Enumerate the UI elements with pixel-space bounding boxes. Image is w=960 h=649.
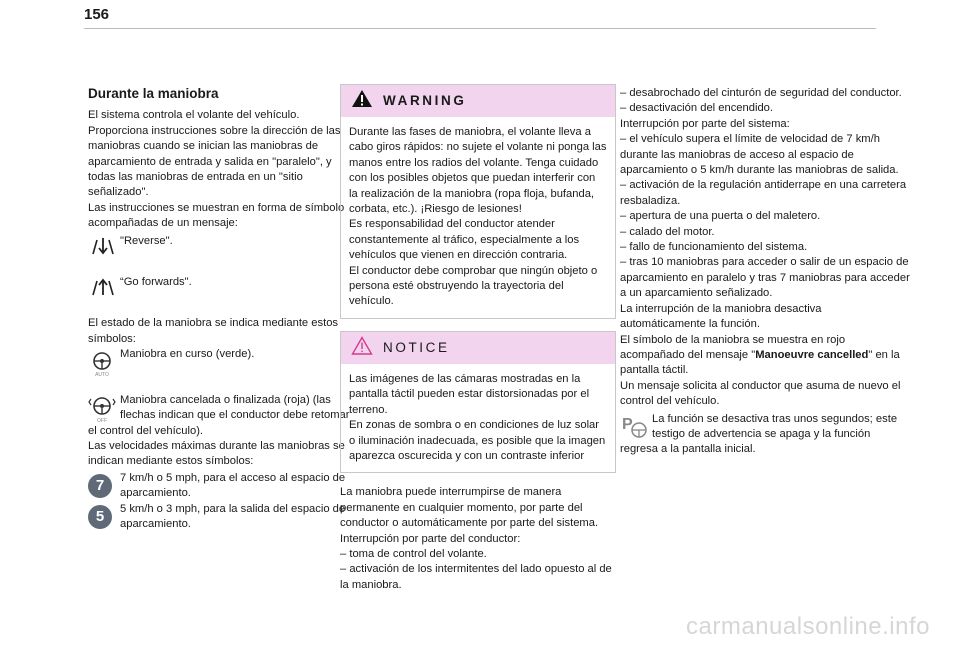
warning-text: Durante las fases de maniobra, el volante lleva a cabo giros rápidos: no sujete el volante ni ponga las manos entre los radios del volante. Tenga cuidado con los posibles objetos que puedan interferir con la realización de la maniobra (ropa floja, bufanda, corbata, etc.). ¡Riesgo de lesiones!: [349, 126, 607, 216]
warning-triangle-icon: [351, 89, 373, 113]
interruption-paragraph: La maniobra puede interrumpirse de manera permanente en cualquier momento, por parte del conductor o automáticamente por parte del sistema.: [340, 486, 599, 530]
system-interruption-item-3: – apertura de una puerta o del maletero.: [620, 210, 821, 223]
system-interruption-item-2: – activación de la regulación antiderrape en una carretera resbaladiza.: [620, 179, 907, 207]
cancelled-text: Maniobra cancelada o finalizada (roja) (las flechas indican que el conductor debe retomar el control del vehículo).: [88, 393, 350, 437]
speed-paragraph: Las velocidades máximas durante las maniobras se indican mediante estos símbolos:: [88, 439, 345, 468]
speed-5-icon: 5: [88, 505, 112, 529]
header-rule: [84, 28, 876, 29]
warning-lamp-row: [620, 412, 910, 458]
page-number: 156: [84, 6, 110, 23]
warning-box: [340, 84, 616, 319]
notice-title: NOTICE: [383, 340, 450, 356]
column-middle: [340, 84, 616, 593]
svg-text:P: P: [622, 415, 633, 433]
deactivation-paragraph: La interrupción de la maniobra desactiva automáticamente la función.: [620, 302, 822, 331]
watermark: carmanualsonline.info: [686, 613, 930, 640]
driver-interruption-item-1: – toma de control del volante.: [340, 547, 487, 560]
steering-wheel-off-icon: [88, 393, 120, 423]
driver-interruption-item-2: – activación de los intermitentes del lado opuesto al de la maniobra.: [340, 563, 612, 591]
system-interruption-item-1: – el vehículo supera el límite de velocidad de 7 km/h durante las maniobras de acceso al espacio de aparcamiento o 5 km/h durante las maniobras de salida.: [620, 133, 899, 177]
notice-box: [340, 331, 616, 473]
system-interruption-heading: Interrupción por parte del sistema:: [620, 117, 790, 130]
section-heading: Durante la maniobra: [88, 86, 219, 101]
warning-body: [341, 117, 615, 318]
instructions-paragraph: Las instrucciones se muestran en forma de símbolo acompañadas de un mensaje:: [88, 201, 345, 230]
off-label: OFF: [97, 417, 107, 423]
warning-text-2: Es responsabilidad del conductor atender constantemente al tráfico, especialmente a los vehículos que vienen en dirección contraria.: [349, 218, 580, 262]
system-interruption-item-5: – fallo de funcionamiento del sistema.: [620, 241, 808, 254]
cancelled-message-paragraph: El símbolo de la maniobra se muestra en rojo acompañado del mensaje "Manoeuvre cancelled" en la pantalla táctil.: [620, 333, 900, 377]
speed5-text: 5 km/h o 3 mph, para la salida del espacio de aparcamiento.: [120, 502, 346, 530]
reverse-arrow-icon: [88, 234, 120, 263]
forwards-row: [88, 275, 350, 304]
notice-header: [341, 332, 615, 364]
notice-text: Las imágenes de las cámaras mostradas en la pantalla táctil pueden estar distorsionadas por el terreno.: [349, 372, 590, 416]
warning-title: WARNING: [383, 93, 467, 109]
column-right: [620, 86, 910, 458]
retake-control-paragraph: Un mensaje solicita al conductor que asuma de nuevo el control del vehículo.: [620, 379, 901, 408]
notice-triangle-icon: [351, 336, 373, 360]
notice-body: [341, 364, 615, 472]
notice-text-2: En zonas de sombra o en condiciones de luz solar o iluminación inadecuada, es posible que la imagen aparezca oscurecida y con un contraste inferior: [349, 419, 606, 462]
cancelled-row: [88, 393, 350, 439]
warning-lamp-text: La función se desactiva tras unos segundos; este testigo de advertencia se apaga y la función regresa a la pantalla inicial.: [620, 412, 898, 456]
intro-paragraph: El sistema controla el volante del vehículo. Proporciona instrucciones sobre la dirección de las maniobras cuando se inician las maniobras de aparcamiento de entrada y salida en "paralelo", y todas las maniobras de entrada en un "sitio señalizado".: [88, 109, 341, 199]
in-progress-row: [88, 347, 350, 382]
column-left: [88, 86, 350, 532]
manoeuvre-cancelled-message: Manoeuvre cancelled: [755, 348, 869, 361]
speed5-row: [88, 502, 350, 533]
system-interruption-item-6: – tras 10 maniobras para acceder o salir de un espacio de aparcamiento en paralelo y tras 7 maniobras para acceder a un aparcamiento señalizado.: [620, 256, 910, 300]
driver-interruption-item-4: – desactivación del encendido.: [620, 102, 774, 115]
forward-arrow-icon: [88, 275, 120, 304]
system-interruption-item-4: – calado del motor.: [620, 225, 715, 238]
driver-interruption-item-3: – desabrochado del cinturón de seguridad del conductor.: [620, 87, 902, 99]
steering-wheel-auto-icon: [88, 347, 120, 382]
driver-interruption-heading: Interrupción por parte del conductor:: [340, 532, 521, 545]
speed7-row: [88, 471, 350, 502]
park-assist-warning-lamp-icon: [620, 412, 652, 442]
speed7-text: 7 km/h o 5 mph, para el acceso al espacio de aparcamiento.: [120, 471, 346, 500]
warning-header: [341, 85, 615, 117]
reverse-row: [88, 234, 350, 263]
in-progress-text: Maniobra en curso (verde).: [120, 348, 255, 361]
speed-7-icon: 7: [88, 474, 112, 498]
warning-text-3: El conductor debe comprobar que ningún objeto o persona esté obstruyendo la trayectoria del vehículo.: [349, 264, 598, 308]
status-paragraph: El estado de la maniobra se indica mediante estos símbolos:: [88, 317, 339, 345]
forwards-text: “Go forwards".: [120, 276, 192, 289]
reverse-text: "Reverse".: [120, 234, 173, 247]
auto-label: AUTO: [95, 372, 109, 378]
